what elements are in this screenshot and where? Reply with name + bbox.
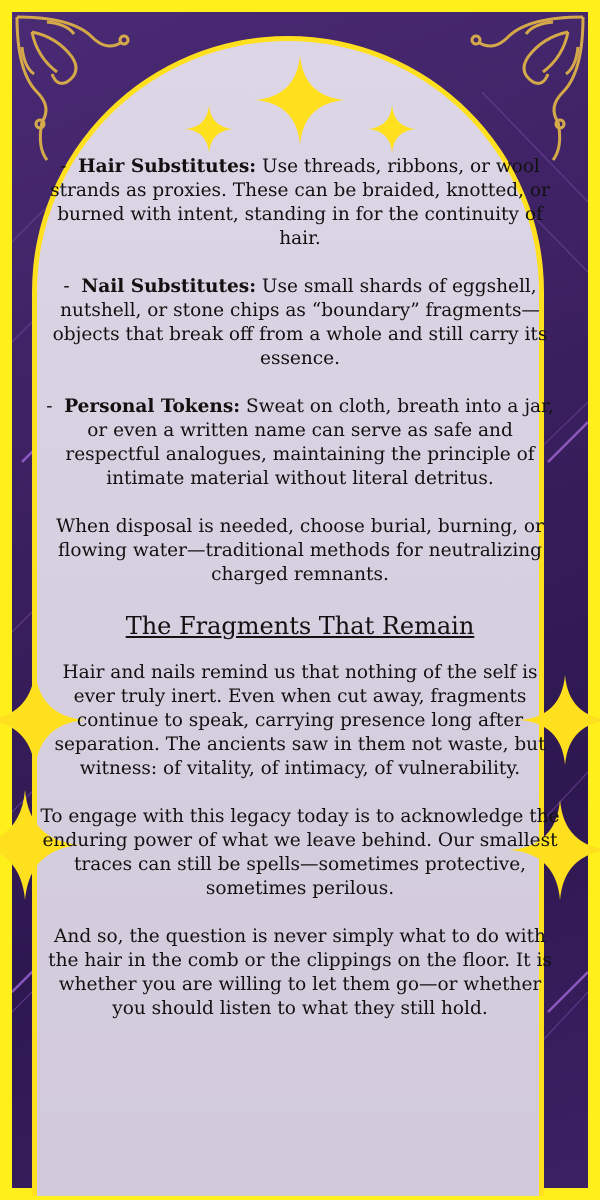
item-text: Sweat on cloth, breath into a jar, or even a written name can serve as safe and respectful analogues, maintaining the principle of intimate material without literal detritus. [65,396,554,489]
paragraph: To engage with this legacy today is to acknowledge the enduring power of what we leave behind. Our smallest traces can still be spells—sometimes protective, sometimes perilous. [40,806,560,899]
item-label: Nail Substitutes: [81,276,257,297]
bullet: - [60,156,67,177]
item-label: Hair Substitutes: [78,156,257,177]
sparkle-star-small-icon [185,105,233,153]
item-label: Personal Tokens: [64,396,241,417]
ornament-top-left-icon [12,12,162,162]
list-item-personal-tokens [40,395,560,491]
sparkle-star-icon [255,55,345,145]
paragraph: And so, the question is never simply what to do with the hair in the comb or the clippings on the floor. It is whether you are willing to let them go—or whether you should listen to what they still hold. [48,926,552,1019]
list-item-nail-substitutes [40,275,560,371]
item-text: Use small shards of eggshell, nutshell, or stone chips as “boundary” fragments—objects that break off from a whole and still carry its essence. [52,276,548,369]
item-text: Use threads, ribbons, or wool strands as proxies. These can be braided, knotted, or burned with intent, standing in for the continuity of hair. [50,156,550,249]
list-item-hair-substitutes [40,155,560,251]
paragraph: Hair and nails remind us that nothing of the self is ever truly inert. Even when cut away, fragments continue to speak, carrying presence long after separation. The ancients saw in them not waste, but witness: of vitality, of intimacy, of vulnerability. [54,662,546,779]
ornament-top-right-icon [438,12,588,162]
article-body [40,155,560,1045]
sparkle-star-small-icon [368,105,416,153]
bullet: - [63,276,70,297]
section-heading: The Fragments That Remain [125,612,475,640]
bullet: - [46,396,53,417]
disposal-paragraph: When disposal is needed, choose burial, burning, or flowing water—traditional methods for neutralizing charged remnants. [56,516,544,585]
